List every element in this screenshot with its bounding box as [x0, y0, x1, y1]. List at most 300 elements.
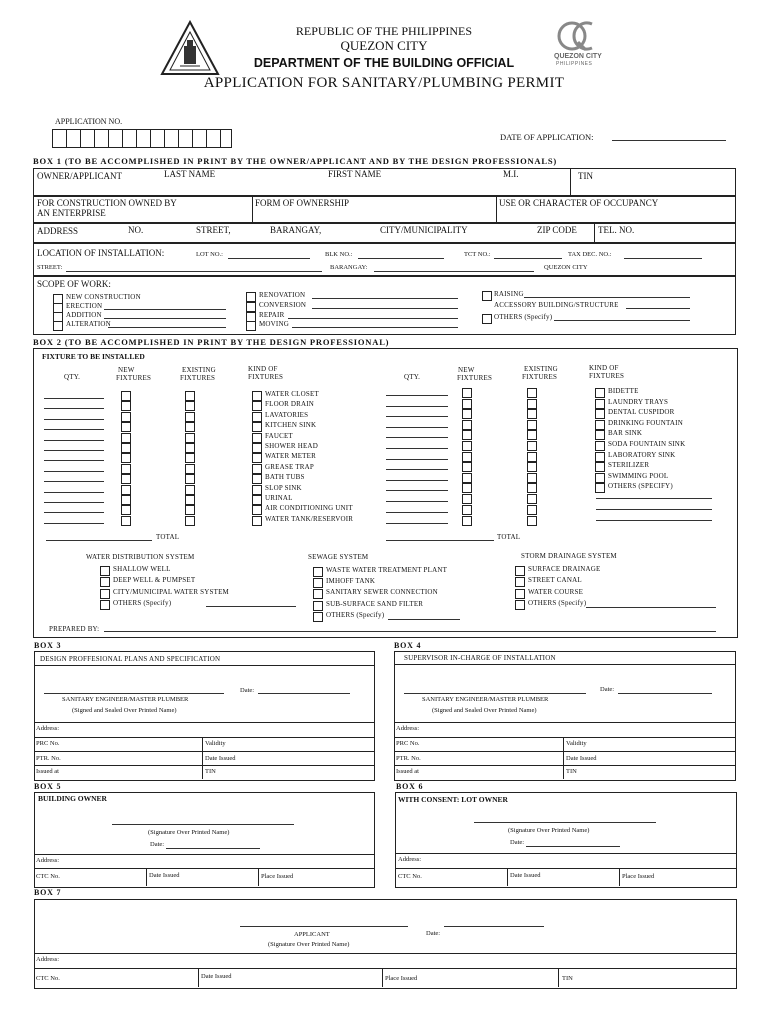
scope-item-label: MOVING	[259, 320, 289, 328]
fixture-title: FIXTURE TO BE INSTALLED	[42, 352, 145, 361]
sewage-label: SANITARY SEWER CONNECTION	[326, 588, 438, 596]
qty-field[interactable]	[386, 395, 448, 396]
scope-item-label: NEW CONSTRUCTION	[66, 293, 141, 301]
box3-signature-line[interactable]	[44, 693, 224, 694]
box6-date-field[interactable]	[526, 846, 620, 847]
fixture-kind-label: SHOWER HEAD	[265, 442, 318, 450]
kind-fixture-checkbox[interactable]	[252, 485, 262, 495]
qty-field[interactable]	[44, 471, 104, 472]
fixture-kind-label: SWIMMING POOL	[608, 472, 669, 480]
address-barangay-label: BARANGAY,	[270, 225, 322, 235]
kind-fixture-checkbox[interactable]	[595, 430, 605, 440]
kind-fixture-checkbox[interactable]	[252, 505, 262, 515]
water-dist-checkbox[interactable]	[100, 589, 110, 599]
sewage-others-field[interactable]	[388, 619, 460, 620]
box6-place-issued-label: Place Issued	[622, 873, 655, 880]
sewage-checkbox[interactable]	[313, 612, 323, 622]
address-label: ADDRESS	[37, 226, 79, 236]
box6-label: BOX 6	[396, 782, 424, 791]
qty-field[interactable]	[386, 459, 448, 460]
new-fixture-checkbox[interactable]	[462, 452, 472, 462]
fixture-kind-label: AIR CONDITIONING UNIT	[265, 504, 353, 512]
existing-fixture-checkbox[interactable]	[185, 443, 195, 453]
water-dist-label: DEEP WELL & PUMPSET	[113, 576, 196, 584]
scope-item-label: ERECTION	[66, 302, 103, 310]
box6-title: WITH CONSENT: LOT OWNER	[398, 795, 508, 804]
box3-title: DESIGN PROFFESIONAL PLANS AND SPECIFICATION	[40, 655, 221, 663]
existing-fixtures-header: FIXTURES	[180, 374, 216, 382]
fixture-kind-label: LABORATORY SINK	[608, 451, 676, 459]
address-city-label: CITY/MUNICIPALITY	[380, 225, 468, 235]
box3-tin-label: TIN	[205, 768, 216, 775]
scope-conversion-field[interactable]	[312, 308, 458, 309]
water-dist-checkbox[interactable]	[100, 566, 110, 576]
new-fixture-checkbox[interactable]	[121, 505, 131, 515]
total-right-field[interactable]	[386, 540, 494, 541]
box4-date-issued-label: Date Issued	[566, 755, 597, 762]
kind-fixture-checkbox[interactable]	[595, 483, 605, 493]
scope-conversion-checkbox[interactable]	[246, 302, 256, 312]
new-fixture-checkbox[interactable]	[121, 422, 131, 432]
box1-row-owner	[33, 168, 736, 197]
other-fixture-field[interactable]	[596, 509, 712, 510]
existing-fixtures-header: EXISTING	[524, 365, 558, 373]
box4-container	[394, 651, 736, 781]
scope-renovation-checkbox[interactable]	[246, 292, 256, 302]
qty-field[interactable]	[44, 460, 104, 461]
box4-tin-label: TIN	[566, 768, 577, 775]
kind-fixture-checkbox[interactable]	[252, 391, 262, 401]
address-street-label: STREET,	[196, 225, 231, 235]
qty-field[interactable]	[44, 492, 104, 493]
fixture-kind-label: LAVATORIES	[265, 411, 309, 419]
kind-fixtures-header: FIXTURES	[248, 373, 284, 381]
box7-place-issued-label: Place Issued	[385, 975, 418, 982]
fixture-kind-label: URINAL	[265, 494, 293, 502]
use-or-character-label: USE OR CHARACTER OF OCCUPANCY	[499, 198, 659, 208]
box5-signature-note: (Signature Over Printed Name)	[148, 829, 230, 836]
water-distribution-title: WATER DISTRIBUTION SYSTEM	[86, 553, 195, 561]
storm-others-field[interactable]	[586, 607, 716, 608]
new-fixture-checkbox[interactable]	[121, 474, 131, 484]
box3-validity-label: Validity	[205, 740, 226, 747]
box4-label: BOX 4	[394, 641, 422, 650]
sewage-checkbox[interactable]	[313, 567, 323, 577]
qty-field[interactable]	[44, 523, 104, 524]
existing-fixture-checkbox[interactable]	[527, 441, 537, 451]
qty-field[interactable]	[44, 512, 104, 513]
kind-fixture-checkbox[interactable]	[595, 409, 605, 419]
qty-field[interactable]	[44, 481, 104, 482]
box7-label: BOX 7	[34, 888, 62, 897]
new-fixture-checkbox[interactable]	[462, 462, 472, 472]
qty-field[interactable]	[44, 440, 104, 441]
existing-fixture-checkbox[interactable]	[185, 474, 195, 484]
tax-dec-field[interactable]	[624, 258, 702, 259]
existing-fixture-checkbox[interactable]	[185, 485, 195, 495]
location-quezon-city: QUEZON CITY	[544, 264, 588, 271]
existing-fixture-checkbox[interactable]	[185, 391, 195, 401]
new-fixture-checkbox[interactable]	[462, 441, 472, 451]
existing-fixture-checkbox[interactable]	[527, 420, 537, 430]
qty-field[interactable]	[44, 419, 104, 420]
scope-erection-field[interactable]	[104, 309, 226, 310]
kind-fixture-checkbox[interactable]	[595, 420, 605, 430]
qty-field[interactable]	[386, 523, 448, 524]
existing-fixture-checkbox[interactable]	[185, 422, 195, 432]
scope-moving-field[interactable]	[292, 327, 458, 328]
box3-date-label: Date:	[240, 687, 255, 694]
box5-date-field[interactable]	[166, 848, 260, 849]
box6-signature-line[interactable]	[474, 822, 656, 823]
water-dist-checkbox[interactable]	[100, 600, 110, 610]
box4-ptr-label: PTR. No.	[396, 755, 421, 762]
new-fixture-checkbox[interactable]	[462, 420, 472, 430]
tct-no-field[interactable]	[494, 258, 562, 259]
mi-label: M.I.	[503, 169, 519, 179]
kind-fixture-checkbox[interactable]	[252, 495, 262, 505]
fixture-kind-label: STERILIZER	[608, 461, 650, 469]
scope-item-label: RENOVATION	[259, 291, 306, 299]
existing-fixture-checkbox[interactable]	[527, 430, 537, 440]
qty-field[interactable]	[386, 448, 448, 449]
box3-issued-at-label: Issued at	[36, 768, 59, 775]
scope-raising-checkbox[interactable]	[482, 291, 492, 301]
scope-item-label: OTHERS (Specify)	[494, 313, 553, 321]
storm-drainage-title: STORM DRAINAGE SYSTEM	[521, 552, 617, 560]
qty-header: QTY.	[64, 373, 81, 381]
new-fixture-checkbox[interactable]	[121, 495, 131, 505]
existing-fixture-checkbox[interactable]	[185, 505, 195, 515]
address-no-label: NO.	[128, 225, 144, 235]
sewage-checkbox[interactable]	[313, 589, 323, 599]
box6-date-label: Date:	[510, 839, 525, 846]
qty-field[interactable]	[386, 480, 448, 481]
new-fixture-checkbox[interactable]	[462, 483, 472, 493]
storm-label: STREET CANAL	[528, 576, 582, 584]
qty-field[interactable]	[44, 408, 104, 409]
scope-item-label: RAISING	[494, 290, 524, 298]
new-fixture-checkbox[interactable]	[462, 505, 472, 515]
new-fixture-checkbox[interactable]	[121, 453, 131, 463]
existing-fixture-checkbox[interactable]	[527, 399, 537, 409]
box5-signature-line[interactable]	[112, 824, 294, 825]
lot-no-field[interactable]	[228, 258, 310, 259]
fixture-kind-label: GREASE TRAP	[265, 463, 314, 471]
new-fixture-checkbox[interactable]	[462, 409, 472, 419]
kind-fixture-checkbox[interactable]	[252, 401, 262, 411]
kind-fixture-checkbox[interactable]	[252, 453, 262, 463]
box7-signature-line[interactable]	[240, 926, 408, 927]
qty-field[interactable]	[386, 427, 448, 428]
new-fixture-checkbox[interactable]	[121, 401, 131, 411]
location-street-field[interactable]	[66, 271, 322, 272]
scope-repair-field[interactable]	[288, 318, 458, 319]
new-fixture-checkbox[interactable]	[121, 391, 131, 401]
box5-container	[34, 792, 375, 888]
box7-applicant-label: APPLICANT	[294, 931, 330, 938]
box6-signature-note: (Signature Over Printed Name)	[508, 827, 590, 834]
tax-dec-label: TAX DEC. NO.:	[568, 251, 612, 258]
scope-moving-checkbox[interactable]	[246, 321, 256, 331]
fixture-kind-label: DRINKING FOUNTAIN	[608, 419, 683, 427]
qty-field[interactable]	[386, 501, 448, 502]
kind-fixture-checkbox[interactable]	[595, 462, 605, 472]
scope-addition-field[interactable]	[104, 318, 226, 319]
box4-date-label: Date:	[600, 686, 615, 693]
box3-signer: SANITARY ENGINEER/MASTER PLUMBER	[62, 696, 189, 703]
other-fixture-field[interactable]	[596, 498, 712, 499]
qty-header: QTY.	[404, 373, 421, 381]
qc-logo-text: QUEZON CITY	[554, 53, 602, 60]
box4-validity-label: Validity	[566, 740, 587, 747]
existing-fixture-checkbox[interactable]	[527, 409, 537, 419]
box4-title: SUPERVISOR IN-CHARGE OF INSTALLATION	[404, 654, 556, 662]
kind-fixtures-header: FIXTURES	[589, 372, 625, 380]
water-dist-label: OTHERS (Specify)	[113, 599, 172, 607]
total-left-field[interactable]	[46, 540, 152, 541]
kind-fixtures-header: KIND OF	[589, 364, 619, 372]
fixture-kind-label: WATER METER	[265, 452, 317, 460]
qc-logo-subtext: PHILIPPINES	[556, 61, 593, 67]
new-fixture-checkbox[interactable]	[121, 412, 131, 422]
box5-address-label: Address:	[36, 857, 60, 864]
existing-fixtures-header: EXISTING	[182, 366, 216, 374]
scope-others-checkbox[interactable]	[482, 314, 492, 324]
kind-fixture-checkbox[interactable]	[252, 422, 262, 432]
box7-date-field[interactable]	[444, 926, 544, 927]
kind-fixture-checkbox[interactable]	[252, 474, 262, 484]
box1-row-scope	[33, 275, 736, 335]
new-fixture-checkbox[interactable]	[462, 430, 472, 440]
box6-date-issued-label: Date Issued	[510, 872, 541, 879]
existing-fixture-checkbox[interactable]	[185, 516, 195, 526]
scope-alteration-checkbox[interactable]	[53, 321, 63, 331]
box4-date-field[interactable]	[618, 693, 712, 694]
last-name-label: LAST NAME	[164, 169, 216, 179]
kind-fixture-checkbox[interactable]	[252, 464, 262, 474]
prepared-by-label: PREPARED BY:	[49, 625, 100, 633]
scope-renovation-field[interactable]	[312, 298, 458, 299]
box5-place-issued-label: Place Issued	[261, 873, 294, 880]
existing-fixture-checkbox[interactable]	[527, 505, 537, 515]
box7-address-label: Address:	[36, 956, 60, 963]
blk-no-label: BLK NO.:	[325, 251, 353, 258]
kind-fixture-checkbox[interactable]	[252, 433, 262, 443]
scope-alteration-field[interactable]	[108, 327, 226, 328]
tin-label: TIN	[578, 171, 593, 181]
scope-accessory-field[interactable]	[626, 308, 690, 309]
storm-checkbox[interactable]	[515, 589, 525, 599]
existing-fixture-checkbox[interactable]	[185, 464, 195, 474]
box4-address-label: Address:	[396, 725, 420, 732]
existing-fixture-checkbox[interactable]	[527, 516, 537, 526]
existing-fixture-checkbox[interactable]	[527, 452, 537, 462]
location-barangay-field[interactable]	[374, 271, 534, 272]
box3-date-field[interactable]	[258, 693, 350, 694]
sewage-label: OTHERS (Specify)	[326, 611, 385, 619]
tct-no-label: TCT NO.:	[464, 251, 491, 258]
an-enterprise-label: AN ENTERPRISE	[37, 208, 106, 218]
application-no-boxes[interactable]	[52, 129, 232, 148]
total-right-label: TOTAL	[497, 533, 521, 541]
existing-fixture-checkbox[interactable]	[185, 453, 195, 463]
fixture-kind-label: BATH TUBS	[265, 473, 305, 481]
fixture-kind-label: BAR SINK	[608, 429, 643, 437]
existing-fixture-checkbox[interactable]	[527, 462, 537, 472]
box3-ptr-label: PTR. No.	[36, 755, 61, 762]
location-barangay-label: BARANGAY:	[330, 264, 368, 271]
box5-label: BOX 5	[34, 782, 62, 791]
fixture-kind-label: KITCHEN SINK	[265, 421, 317, 429]
box4-issued-at-label: Issued at	[396, 768, 419, 775]
kind-fixture-checkbox[interactable]	[595, 441, 605, 451]
box4-signer: SANITARY ENGINEER/MASTER PLUMBER	[422, 696, 549, 703]
box4-signature-line[interactable]	[404, 693, 586, 694]
sewage-checkbox[interactable]	[313, 601, 323, 611]
total-left-label: TOTAL	[156, 533, 180, 541]
fixture-kind-label: SODA FOUNTAIN SINK	[608, 440, 686, 448]
box3-address-label: Address:	[36, 725, 60, 732]
qty-field[interactable]	[44, 429, 104, 430]
kind-fixture-checkbox[interactable]	[595, 473, 605, 483]
lot-no-label: LOT NO.:	[196, 251, 223, 258]
existing-fixture-checkbox[interactable]	[527, 494, 537, 504]
qc-logo	[556, 20, 610, 54]
new-fixture-checkbox[interactable]	[462, 399, 472, 409]
fixture-kind-label: OTHERS (SPECIFY)	[608, 482, 673, 490]
qty-field[interactable]	[386, 490, 448, 491]
blk-no-field[interactable]	[358, 258, 444, 259]
storm-checkbox[interactable]	[515, 566, 525, 576]
scope-item-label: REPAIR	[259, 311, 285, 319]
storm-checkbox[interactable]	[515, 577, 525, 587]
for-construction-label: FOR CONSTRUCTION OWNED BY	[37, 198, 177, 208]
fixture-kind-label: LAUNDRY TRAYS	[608, 398, 669, 406]
scope-item-label: ADDITION	[66, 311, 102, 319]
box7-date-issued-label: Date Issued	[201, 973, 232, 980]
water-others-field[interactable]	[206, 606, 296, 607]
new-fixture-checkbox[interactable]	[121, 516, 131, 526]
storm-checkbox[interactable]	[515, 600, 525, 610]
fixture-kind-label: WATER CLOSET	[265, 390, 319, 398]
kind-fixture-checkbox[interactable]	[595, 399, 605, 409]
application-no-label: APPLICATION NO.	[55, 117, 123, 126]
fixture-kind-label: BIDETTE	[608, 387, 639, 395]
form-title: APPLICATION FOR SANITARY/PLUMBING PERMIT	[203, 75, 565, 91]
existing-fixture-checkbox[interactable]	[527, 388, 537, 398]
scope-raising-field[interactable]	[524, 297, 690, 298]
new-fixtures-header: FIXTURES	[116, 374, 152, 382]
scope-others-field[interactable]	[554, 320, 690, 321]
date-of-application-field[interactable]	[612, 140, 726, 141]
qty-field[interactable]	[386, 469, 448, 470]
existing-fixture-checkbox[interactable]	[185, 495, 195, 505]
sewage-checkbox[interactable]	[313, 578, 323, 588]
new-fixture-checkbox[interactable]	[462, 494, 472, 504]
other-fixture-field[interactable]	[596, 520, 712, 521]
address-zip-label: ZIP CODE	[537, 225, 577, 235]
fixture-kind-label: SLOP SINK	[265, 484, 302, 492]
box6-ctc-label: CTC No.	[398, 873, 422, 880]
prepared-by-field[interactable]	[104, 631, 716, 632]
new-fixtures-header: NEW	[458, 366, 475, 374]
box4-signed-note: (Signed and Sealed Over Printed Name)	[432, 707, 537, 714]
box7-signature-note: (Signature Over Printed Name)	[268, 941, 350, 948]
header-republic: REPUBLIC OF THE PHILIPPINES	[295, 24, 473, 38]
qty-field[interactable]	[386, 406, 448, 407]
box3-date-issued-label: Date Issued	[205, 755, 236, 762]
new-fixture-checkbox[interactable]	[462, 516, 472, 526]
box5-ctc-label: CTC No.	[36, 873, 60, 880]
box7-ctc-label: CTC No.	[36, 975, 60, 982]
new-fixtures-header: NEW	[118, 366, 135, 374]
box2-heading: BOX 2 (TO BE ACCOMPLISHED IN PRINT BY THE DESIGN PROFESSIONAL)	[33, 337, 390, 347]
existing-fixture-checkbox[interactable]	[527, 483, 537, 493]
box5-date-label: Date:	[150, 841, 165, 848]
kind-fixture-checkbox[interactable]	[595, 452, 605, 462]
scope-item-label: CONVERSION	[259, 301, 307, 309]
existing-fixtures-header: FIXTURES	[522, 373, 558, 381]
box1-heading: BOX 1 (TO BE ACCOMPLISHED IN PRINT BY THE OWNER/APPLICANT AND BY THE DESIGN PROFESSIONALS)	[33, 156, 558, 166]
fixture-kind-label: FLOOR DRAIN	[265, 400, 315, 408]
owner-applicant-label: OWNER/APPLICANT	[37, 171, 122, 181]
existing-fixture-checkbox[interactable]	[185, 401, 195, 411]
existing-fixture-checkbox[interactable]	[185, 412, 195, 422]
new-fixture-checkbox[interactable]	[462, 473, 472, 483]
new-fixture-checkbox[interactable]	[462, 388, 472, 398]
kind-fixture-checkbox[interactable]	[252, 443, 262, 453]
sewage-label: IMHOFF TANK	[326, 577, 376, 585]
box6-container	[395, 792, 737, 888]
box3-signed-note: (Signed and Sealed Over Printed Name)	[72, 707, 177, 714]
qty-field[interactable]	[386, 416, 448, 417]
box5-title: BUILDING OWNER	[38, 794, 107, 803]
kind-fixture-checkbox[interactable]	[595, 388, 605, 398]
sewage-label: SUB-SURFACE SAND FILTER	[326, 600, 424, 608]
existing-fixture-checkbox[interactable]	[527, 473, 537, 483]
new-fixture-checkbox[interactable]	[121, 443, 131, 453]
sewage-system-title: SEWAGE SYSTEM	[308, 553, 369, 561]
water-dist-label: CITY/MUNICIPAL WATER SYSTEM	[113, 588, 229, 596]
qty-field[interactable]	[44, 398, 104, 399]
new-fixture-checkbox[interactable]	[121, 433, 131, 443]
header-city: QUEZON CITY	[340, 38, 428, 53]
scope-item-label: ALTERATION	[66, 320, 111, 328]
sewage-label: WASTE WATER TREATMENT PLANT	[326, 566, 448, 574]
water-dist-label: SHALLOW WELL	[113, 565, 171, 573]
kind-fixture-checkbox[interactable]	[252, 412, 262, 422]
new-fixture-checkbox[interactable]	[121, 464, 131, 474]
water-dist-checkbox[interactable]	[100, 577, 110, 587]
kind-fixture-checkbox[interactable]	[252, 516, 262, 526]
new-fixture-checkbox[interactable]	[121, 485, 131, 495]
qty-field[interactable]	[386, 512, 448, 513]
location-street-label: STREET:	[37, 264, 63, 271]
qty-field[interactable]	[386, 437, 448, 438]
qty-field[interactable]	[44, 502, 104, 503]
box7-tin-label: TIN	[562, 975, 573, 982]
box4-prc-label: PRC No.	[396, 740, 420, 747]
scope-of-work-label: SCOPE OF WORK:	[37, 279, 111, 289]
box7-date-label: Date:	[426, 930, 441, 937]
box5-date-issued-label: Date Issued	[149, 872, 180, 879]
qty-field[interactable]	[44, 450, 104, 451]
scope-item-label: ACCESSORY BUILDING/STRUCTURE	[494, 301, 619, 309]
header-department: DEPARTMENT OF THE BUILDING OFFICIAL	[253, 56, 515, 70]
fixture-kind-label: DENTAL CUSPIDOR	[608, 408, 675, 416]
existing-fixture-checkbox[interactable]	[185, 433, 195, 443]
